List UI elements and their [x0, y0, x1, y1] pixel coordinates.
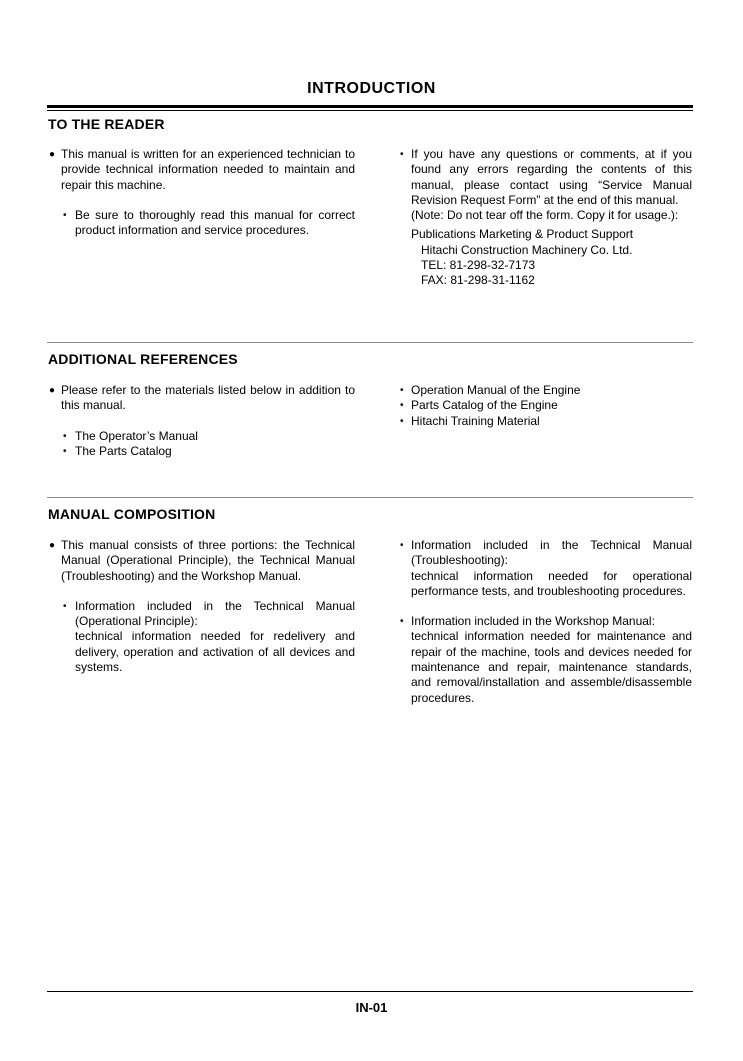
contact-fax: FAX: 81-298-31-1162 [421, 273, 535, 288]
sub-list-item: • Be sure to thoroughly read this manual for correct product information and service procedures. [63, 207, 355, 238]
section-divider [47, 497, 693, 498]
list-item-body: technical information needed for operational performance tests, and troubleshooting procedures. [411, 568, 692, 598]
section-heading-manual-composition: MANUAL COMPOSITION [48, 506, 216, 522]
list-item: ● Please refer to the materials listed below in addition to this manual. [49, 383, 355, 413]
dot-icon: • [63, 430, 67, 442]
bullet-icon: ● [49, 540, 56, 551]
dot-icon: • [400, 149, 404, 160]
sub-list-item: • Information included in the Technical Manual (Operational Principle): [63, 598, 355, 629]
to-the-reader-left-column [48, 147, 355, 238]
list-item: • Parts Catalog of the Engine [400, 398, 558, 413]
list-item: • If you have any questions or comments, at if you found any errors regarding the contents of this manual, please contact using “Service Manual Revision Request Form” at the end of this manual. [400, 147, 692, 207]
contact-org: Publications Marketing & Product Support [411, 227, 634, 242]
dot-icon: • [400, 385, 404, 396]
manual-composition-left-column [48, 538, 355, 675]
note-text: (Note: Do not tear off the form. Copy it for usage.): [411, 208, 679, 223]
sub-list-item: • The Parts Catalog [63, 443, 172, 458]
dot-icon: • [400, 616, 404, 628]
title-rule-thin [47, 110, 693, 111]
sub-list-item: • The Operator’s Manual [63, 428, 198, 443]
section-heading-additional-references: ADDITIONAL REFERENCES [48, 351, 238, 367]
list-item: • Information included in the Workshop Manual: [400, 614, 655, 629]
page-number: IN-01 [355, 1000, 388, 1015]
manual-composition-right-column [398, 538, 692, 706]
title-rule [47, 105, 693, 108]
section-heading-to-the-reader: TO THE READER [48, 116, 165, 132]
contact-company: Hitachi Construction Machinery Co. Ltd. [421, 242, 633, 257]
list-item-body: technical information needed for maintenance and repair of the machine, tools and devices needed for maintenance and repair, maintenance standards, and removal/installation and assemble/disassemble procedures. [411, 629, 692, 705]
page-title: INTRODUCTION [307, 80, 436, 97]
list-item: • Information included in the Technical Manual (Troubleshooting): [400, 538, 692, 568]
dot-icon: • [63, 600, 67, 612]
contact-tel: TEL: 81-298-32-7173 [421, 258, 536, 273]
dot-icon: • [400, 400, 404, 412]
bullet-icon: ● [49, 385, 56, 396]
additional-references-left-column [48, 383, 355, 459]
bullet-icon: ● [49, 149, 56, 160]
section-divider [47, 342, 693, 343]
list-item: ● This manual is written for an experienced technician to provide technical information needed to maintain and repair this machine. [49, 147, 355, 192]
dot-icon: • [400, 415, 404, 427]
to-the-reader-right-column [398, 147, 692, 289]
list-item: • Hitachi Training Material [400, 413, 540, 428]
list-item: • Operation Manual of the Engine [400, 383, 581, 397]
dot-icon: • [63, 445, 67, 457]
dot-icon: • [400, 540, 404, 551]
sub-list-item-body: technical information needed for redelivery and delivery, operation and activation of all devices and systems. [75, 629, 355, 675]
list-item: ● This manual consists of three portions: the Technical Manual (Operational Principle), the Technical Manual (Troubleshooting) and the Workshop Manual. [49, 538, 355, 583]
footer-rule [47, 991, 693, 992]
additional-references-right-column [398, 383, 692, 429]
dot-icon: • [63, 209, 67, 221]
